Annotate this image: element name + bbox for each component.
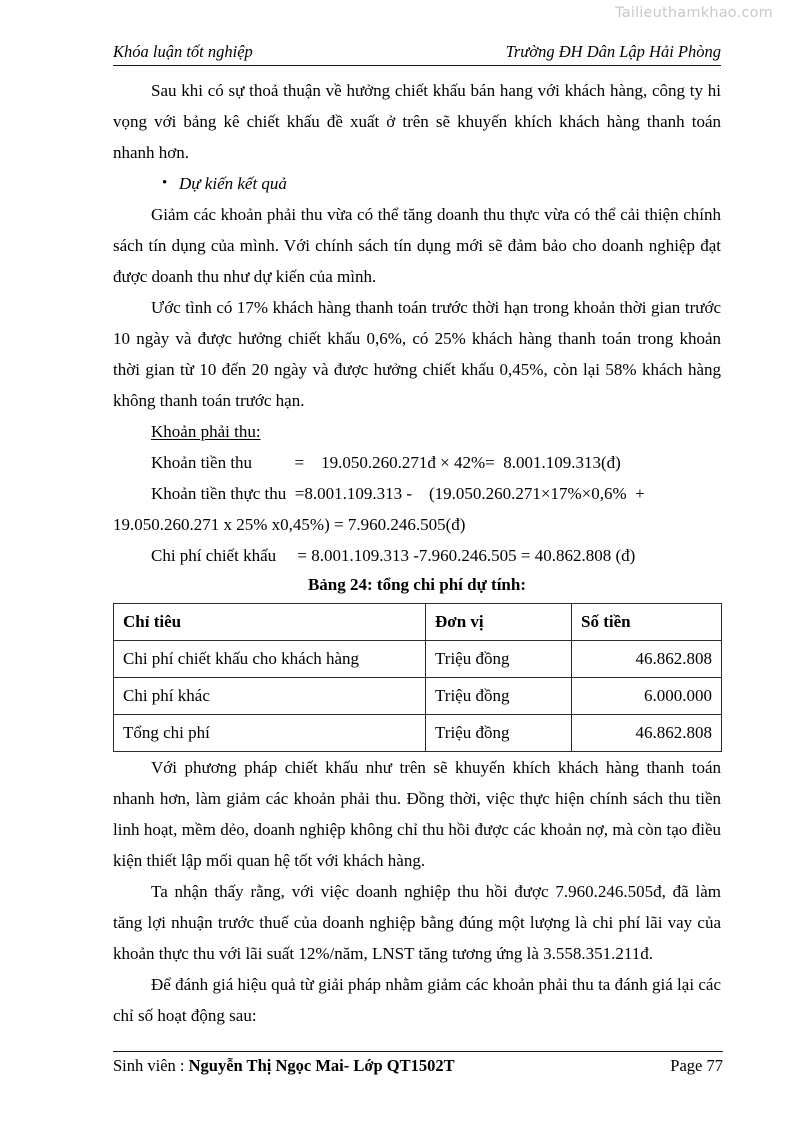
footer-page-number: Page 77 [670,1056,723,1075]
calculation-heading: Khoản phải thu: [151,421,261,441]
table-header [114,603,722,640]
cell-unit: Triệu đồng [426,677,572,714]
cell-amount: 6.000.000 [572,677,722,714]
body-copy [113,75,721,1031]
paragraph-3: Ước tình có 17% khách hàng thanh toán trước thời hạn trong khoản thời gian trước 10 ngày và được hưởng chiết khấu 0,6%, có 25% khách hàng thanh toán trong khoản thời gian từ 10 đến 20 ngày và được hưởng chiết khấu 0,45%, còn lại 58% khách hàng không thanh toán trước hạn. [113,297,721,410]
paragraph-1: Sau khi có sự thoả thuận về hưởng chiết khấu bán hang với khách hàng, công ty hi vọng với bảng kê chiết khấu đề xuất ở trên sẽ khuyến khích khách hàng thanh toán nhanh hơn. [113,80,721,162]
footer-student-name: Nguyễn Thị Ngọc Mai- Lớp QT1502T [188,1056,455,1075]
table-row [114,640,722,677]
table-body [114,640,722,751]
page-content [113,42,721,1031]
column-header-indicator: Chỉ tiêu [114,603,426,640]
cell-amount: 46.862.808 [572,714,722,751]
footer-student-prefix: Sinh viên : [113,1056,189,1075]
paragraph-2: Giảm các khoản phải thu vừa có thể tăng doanh thu thực vừa có thể cải thiện chính sách tín dụng của mình. Với chính sách tín dụng mới sẽ đảm bảo cho doanh nghiệp đạt được doanh thu như dự kiến của mình. [113,204,721,286]
list-item: • Dự kiến kết quả [179,168,721,199]
header-right-text: Trường ĐH Dân Lập Hải Phòng [505,42,721,61]
calculation-block [113,416,721,571]
paragraph-4: Với phương pháp chiết khấu như trên sẽ khuyến khích khách hàng thanh toán nhanh hơn, làm giảm các khoản phải thu. Đồng thời, việc thực hiện chính sách thu tiền linh hoạt, mềm dẻo, doanh nghiệp không chỉ thu hồi được các khoản nợ, mà còn tạo điều kiện thiết lập mối quan hệ tốt với khách hàng. [113,757,721,870]
cell-indicator: Chi phí khác [114,677,426,714]
calculation-line-4: Chi phí chiết khấu = 8.001.109.313 -7.960.246.505 = 40.862.808 (đ) [151,545,636,565]
paragraph-6: Để đánh giá hiệu quả từ giải pháp nhằm giảm các khoản phải thu ta đánh giá lại các chỉ số hoạt động sau: [113,974,721,1025]
running-footer [113,1051,723,1076]
column-header-amount: Số tiền [572,603,722,640]
header-left-text: Khóa luận tốt nghiệp [113,42,253,61]
table-row [114,714,722,751]
footer-student [113,1055,455,1076]
calculation-line-2: Khoản tiền thực thu =8.001.109.313 - (19.050.260.271×17%×0,6% + [151,483,645,503]
paragraph-5: Ta nhận thấy rằng, với việc doanh nghiệp thu hồi được 7.960.246.505đ, đã làm tăng lợi nhuận trước thuế của doanh nghiệp bằng đúng một lượng là chi phí lãi vay của khoản thực thu với lãi suất 12%/năm, LNST tăng tương ứng là 3.558.351.211đ. [113,881,721,963]
running-header [113,42,721,66]
cost-estimate-table [113,603,722,752]
cell-indicator: Chi phí chiết khấu cho khách hàng [114,640,426,677]
column-header-unit: Đơn vị [426,603,572,640]
bullet-list [113,168,721,199]
table-row [114,677,722,714]
calculation-line-3: 19.050.260.271 x 25% x0,45%) = 7.960.246.505(đ) [113,514,466,534]
table-caption: Bảng 24: tổng chi phí dự tính: [307,574,527,594]
calculation-line-1: Khoản tiền thu = 19.050.260.271đ × 42%= 8.001.109.313(đ) [151,452,621,472]
table-header-row [114,603,722,640]
cell-amount: 46.862.808 [572,640,722,677]
cell-unit: Triệu đồng [426,640,572,677]
site-watermark: Tailieuthamkhao.com [615,5,773,21]
cell-unit: Triệu đồng [426,714,572,751]
cell-indicator: Tổng chi phí [114,714,426,751]
